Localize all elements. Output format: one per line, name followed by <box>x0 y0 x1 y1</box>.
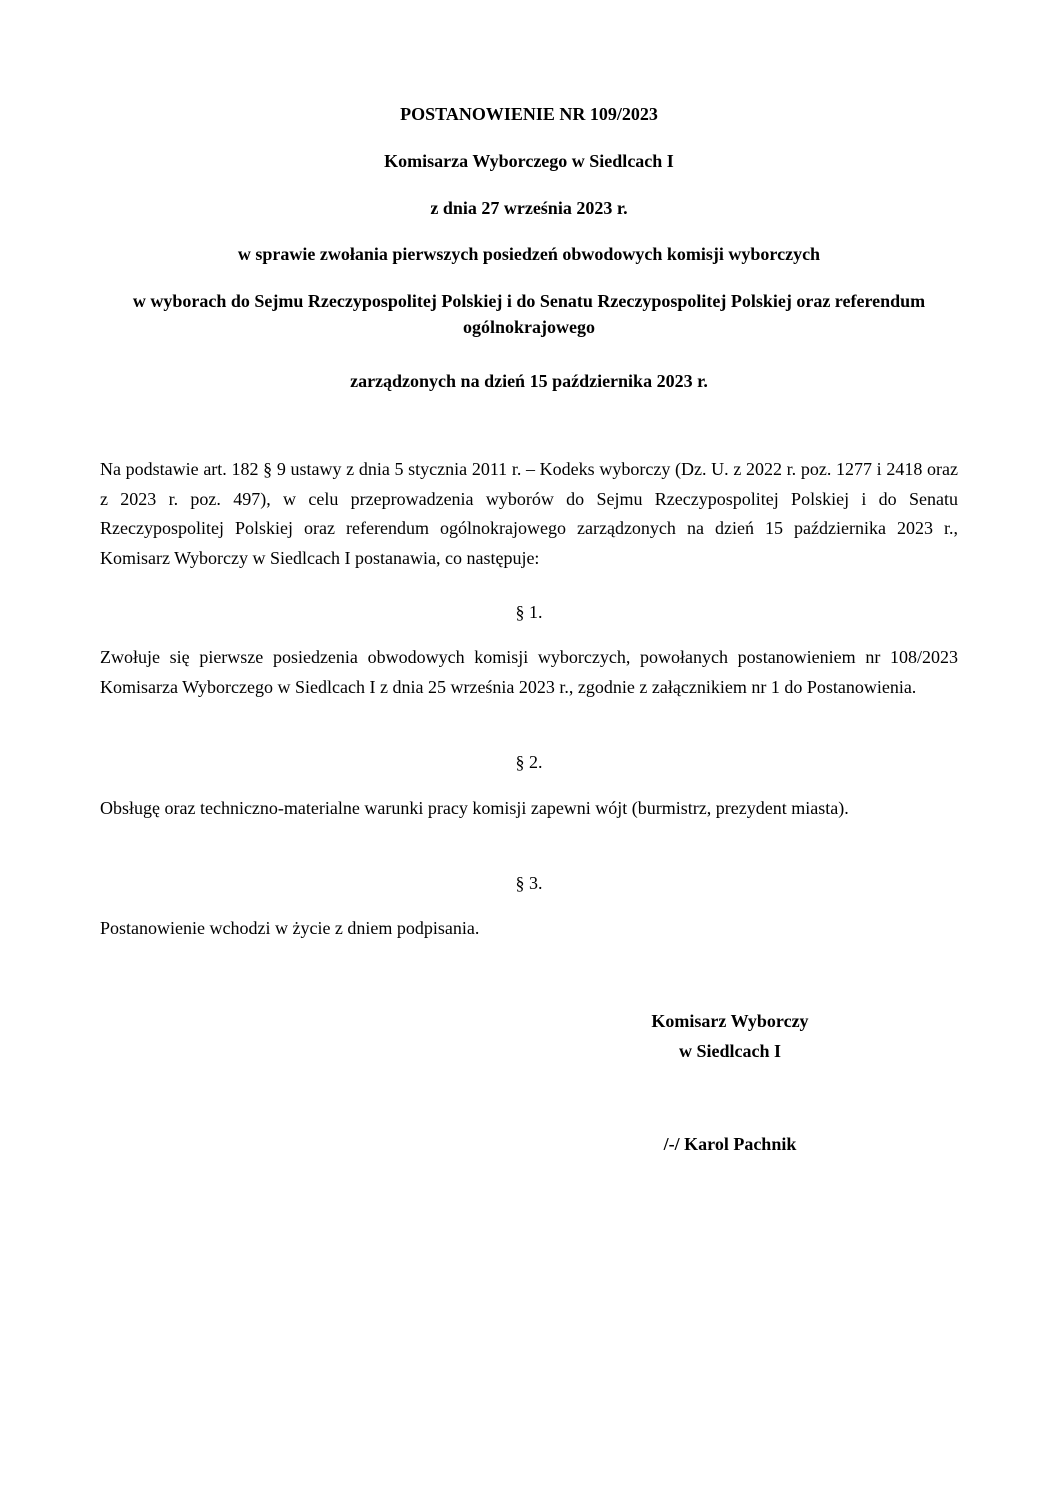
section-3-heading: § 3. <box>515 873 543 893</box>
document-title: POSTANOWIENIE NR 109/2023 <box>400 104 658 124</box>
document-subject-line-3: zarządzonych na dzień 15 października 2023 r. <box>350 371 708 391</box>
section-1-heading: § 1. <box>515 602 543 622</box>
signature-name: /-/ Karol Pachnik <box>663 1134 797 1154</box>
section-2-text: Obsługę oraz techniczno-materialne warunki pracy komisji zapewni wójt (burmistrz, prezydent miasta). <box>100 798 849 818</box>
signature-office: w Siedlcach I <box>678 1041 781 1061</box>
section-1-text: Zwołuje się pierwsze posiedzenia obwodowych komisji wyborczych, powołanych postanowieniem nr 108/2023 Komisarza Wyborczego w Siedlcach I z dnia 25 września 2023 r., zgodnie z załącznikiem nr 1 do Postanowienia. <box>100 647 958 697</box>
intro-paragraph: Na podstawie art. 182 § 9 ustawy z dnia 5 stycznia 2011 r. – Kodeks wyborczy (Dz. U. z 2022 r. poz. 1277 i 2418 oraz z 2023 r. poz. 497), w celu przeprowadzenia wyborów do Sejmu Rzeczypospolitej Polskiej i do Senatu Rzeczypospolitej Polskiej oraz referendum ogólnokrajowego zarządzonych na dzień 15 października 2023 r., Komisarz Wyborczy w Siedlcach I postanawia, co następuje: <box>100 459 958 568</box>
section-3-text: Postanowienie wchodzi w życie z dniem podpisania. <box>100 918 480 938</box>
document-date: z dnia 27 września 2023 r. <box>430 198 628 218</box>
document-issuer: Komisarza Wyborczego w Siedlcach I <box>384 151 674 171</box>
document-subject-line-1: w sprawie zwołania pierwszych posiedzeń obwodowych komisji wyborczych <box>237 244 821 264</box>
section-2-heading: § 2. <box>515 752 543 772</box>
document-subject-line-2: w wyborach do Sejmu Rzeczypospolitej Polskiej i do Senatu Rzeczypospolitej Polskiej oraz referendum ogólnokrajowego <box>132 291 926 337</box>
signature-title: Komisarz Wyborczy <box>651 1011 809 1031</box>
